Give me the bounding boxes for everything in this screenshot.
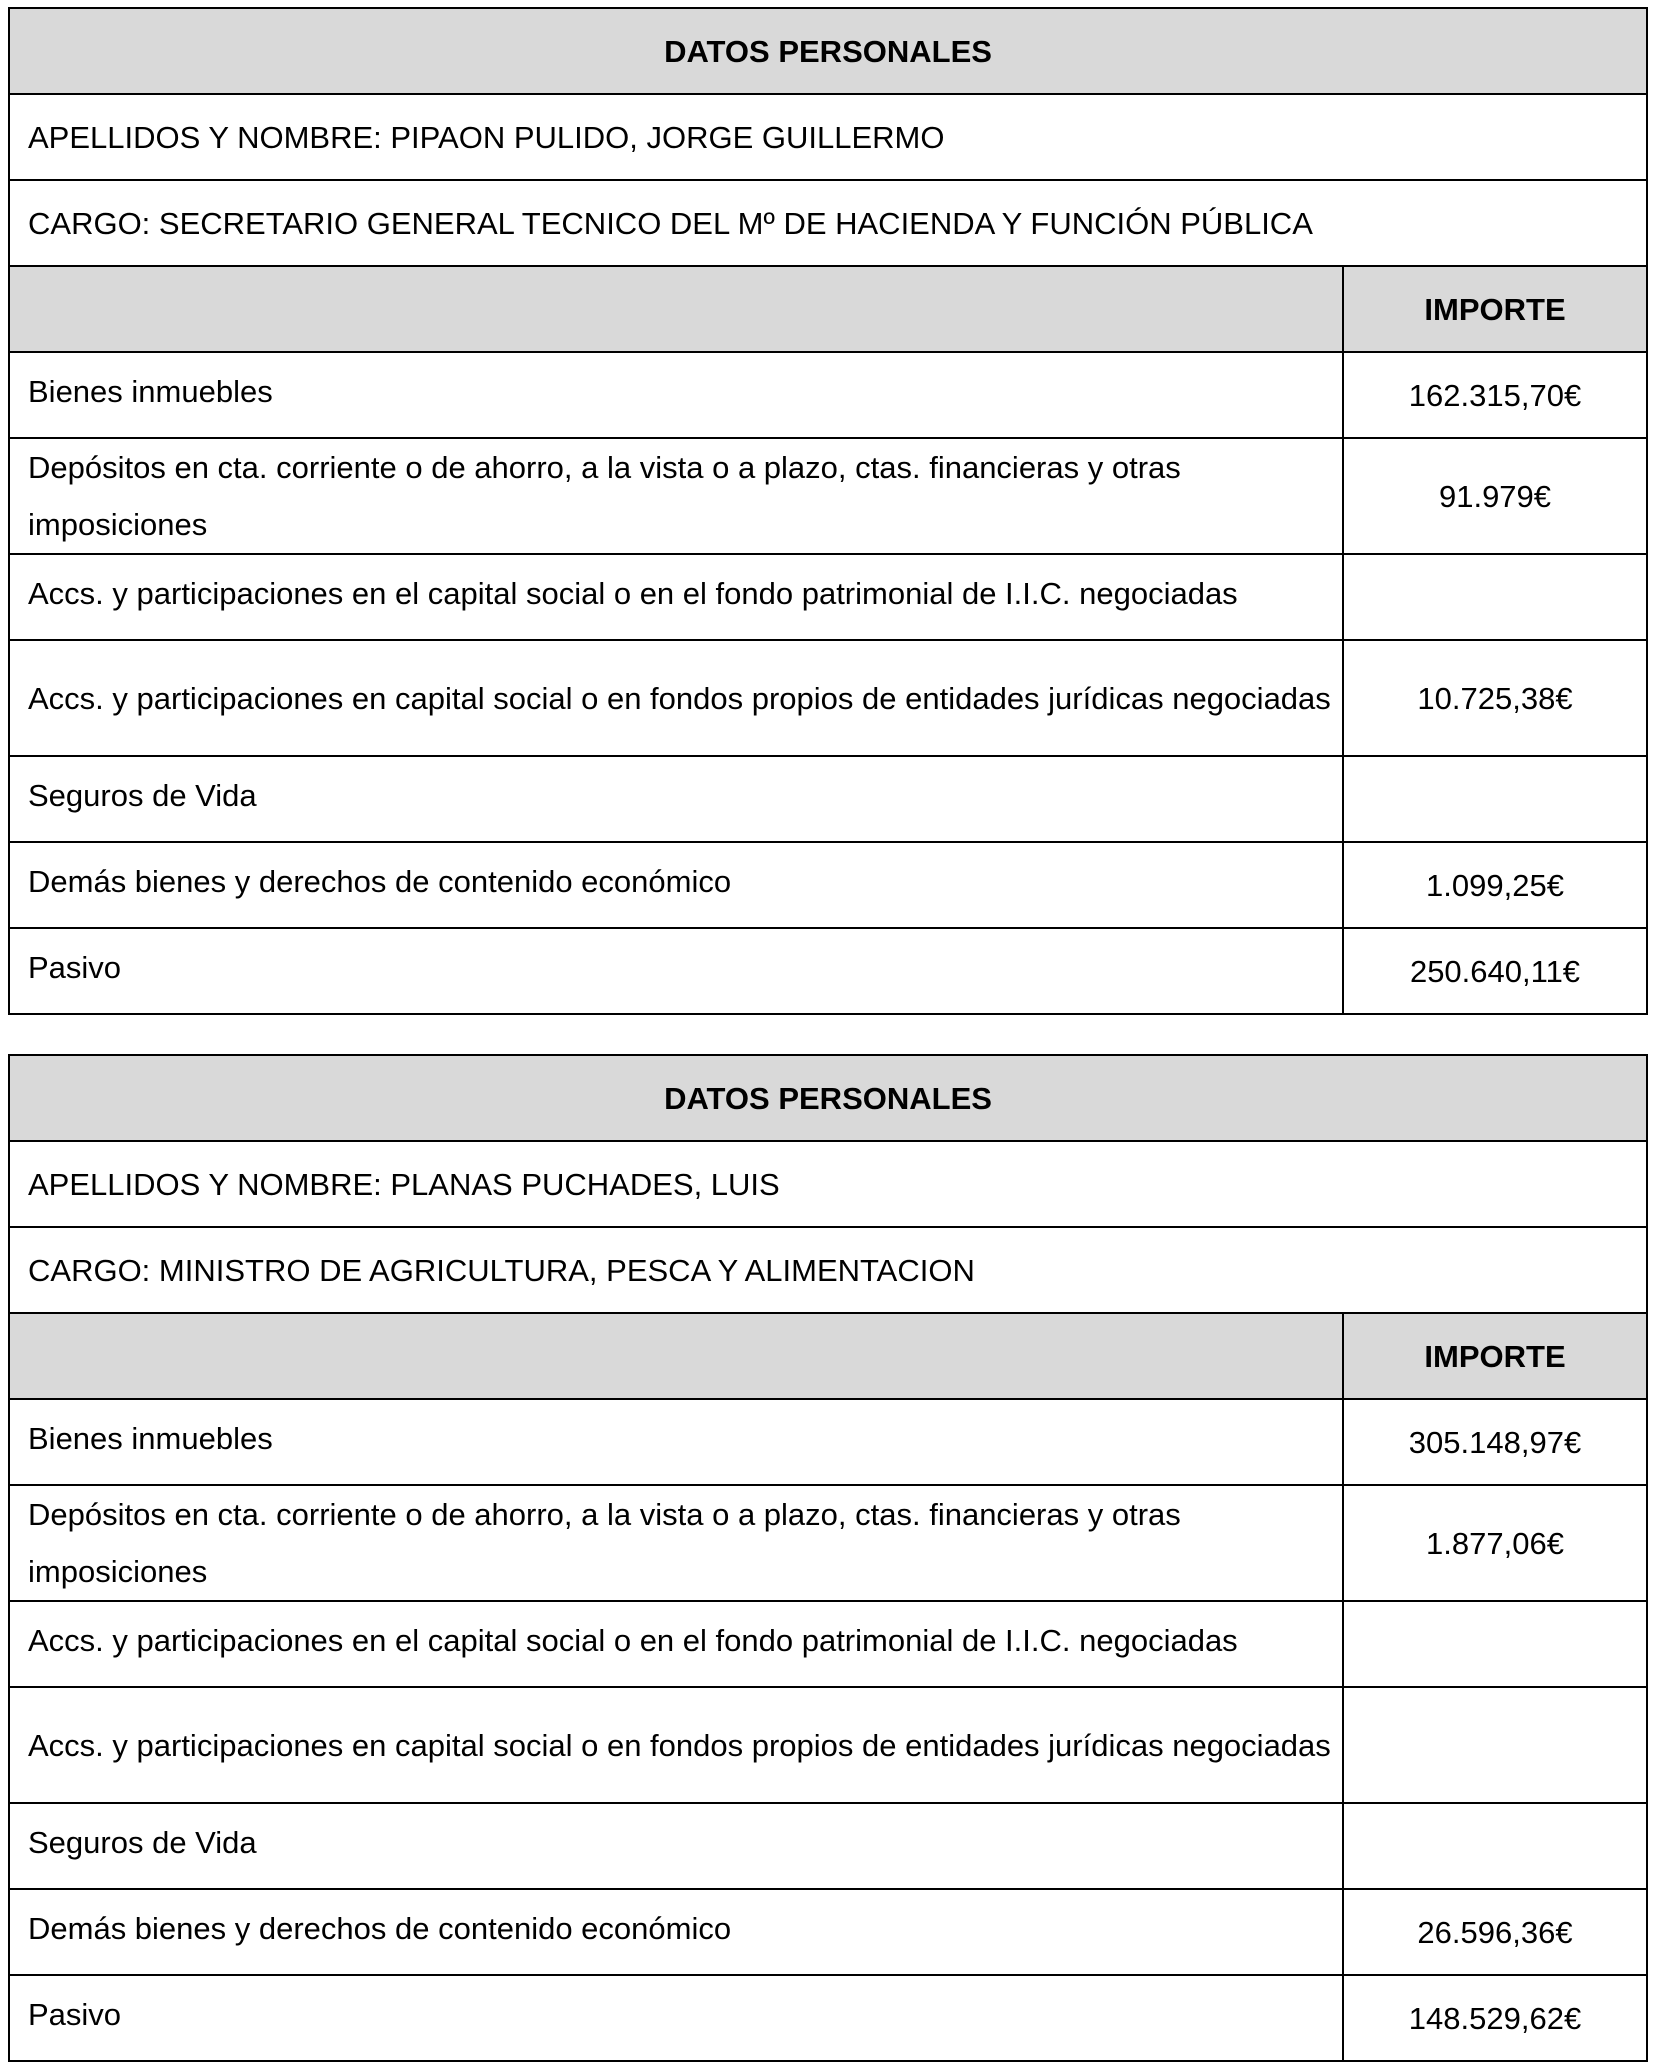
section-title: DATOS PERSONALES	[9, 8, 1647, 94]
row-label: Accs. y participaciones en capital social o en fondos propios de entidades jurídicas negociadas	[9, 1687, 1343, 1803]
row-label: Demás bienes y derechos de contenido económico	[9, 842, 1343, 928]
row-label: Demás bienes y derechos de contenido económico	[9, 1889, 1343, 1975]
row-label: Depósitos en cta. corriente o de ahorro, a la vista o a plazo, ctas. financieras y otras imposiciones	[9, 438, 1343, 554]
table-row	[9, 1601, 1647, 1687]
section-header-row	[9, 1055, 1647, 1141]
section-header-row	[9, 8, 1647, 94]
row-amount: 1.099,25€	[1343, 842, 1647, 928]
table-row	[9, 640, 1647, 756]
row-amount: 250.640,11€	[1343, 928, 1647, 1014]
table-row	[9, 438, 1647, 554]
cargo-line: CARGO: SECRETARIO GENERAL TECNICO DEL Mº DE HACIENDA Y FUNCIÓN PÚBLICA	[9, 180, 1647, 266]
table-row	[9, 1687, 1647, 1803]
cargo-line: CARGO: MINISTRO DE AGRICULTURA, PESCA Y ALIMENTACION	[9, 1227, 1647, 1313]
declaration-table-1	[8, 7, 1648, 1015]
row-label: Pasivo	[9, 1975, 1343, 2061]
table-row	[9, 1399, 1647, 1485]
row-amount: 148.529,62€	[1343, 1975, 1647, 2061]
row-amount: 305.148,97€	[1343, 1399, 1647, 1485]
row-label: Accs. y participaciones en capital social o en fondos propios de entidades jurídicas negociadas	[9, 640, 1343, 756]
table-row	[9, 928, 1647, 1014]
row-label: Bienes inmuebles	[9, 1399, 1343, 1485]
row-label: Pasivo	[9, 928, 1343, 1014]
row-label: Accs. y participaciones en el capital social o en el fondo patrimonial de I.I.C. negociadas	[9, 554, 1343, 640]
row-label: Seguros de Vida	[9, 756, 1343, 842]
table-row	[9, 1889, 1647, 1975]
table-row	[9, 1803, 1647, 1889]
row-amount	[1343, 1687, 1647, 1803]
row-amount	[1343, 1601, 1647, 1687]
table-row	[9, 554, 1647, 640]
amount-column-header: IMPORTE	[1343, 1313, 1647, 1399]
amount-column-header: IMPORTE	[1343, 266, 1647, 352]
name-row	[9, 1141, 1647, 1227]
table-row	[9, 842, 1647, 928]
column-header-row	[9, 1313, 1647, 1399]
row-amount	[1343, 554, 1647, 640]
name-line: APELLIDOS Y NOMBRE: PLANAS PUCHADES, LUIS	[9, 1141, 1647, 1227]
row-amount: 162.315,70€	[1343, 352, 1647, 438]
row-amount	[1343, 1803, 1647, 1889]
cargo-row	[9, 1227, 1647, 1313]
table-row	[9, 756, 1647, 842]
column-header-blank	[9, 1313, 1343, 1399]
table-row	[9, 1485, 1647, 1601]
cargo-row	[9, 180, 1647, 266]
column-header-blank	[9, 266, 1343, 352]
row-amount: 91.979€	[1343, 438, 1647, 554]
row-amount: 26.596,36€	[1343, 1889, 1647, 1975]
row-label: Accs. y participaciones en el capital social o en el fondo patrimonial de I.I.C. negociadas	[9, 1601, 1343, 1687]
declaration-table-2	[8, 1054, 1648, 2062]
row-amount: 10.725,38€	[1343, 640, 1647, 756]
name-row	[9, 94, 1647, 180]
table-row	[9, 1975, 1647, 2061]
row-amount	[1343, 756, 1647, 842]
column-header-row	[9, 266, 1647, 352]
row-label: Seguros de Vida	[9, 1803, 1343, 1889]
section-title: DATOS PERSONALES	[9, 1055, 1647, 1141]
table-row	[9, 352, 1647, 438]
row-label: Bienes inmuebles	[9, 352, 1343, 438]
row-amount: 1.877,06€	[1343, 1485, 1647, 1601]
row-label: Depósitos en cta. corriente o de ahorro, a la vista o a plazo, ctas. financieras y otras imposiciones	[9, 1485, 1343, 1601]
name-line: APELLIDOS Y NOMBRE: PIPAON PULIDO, JORGE GUILLERMO	[9, 94, 1647, 180]
